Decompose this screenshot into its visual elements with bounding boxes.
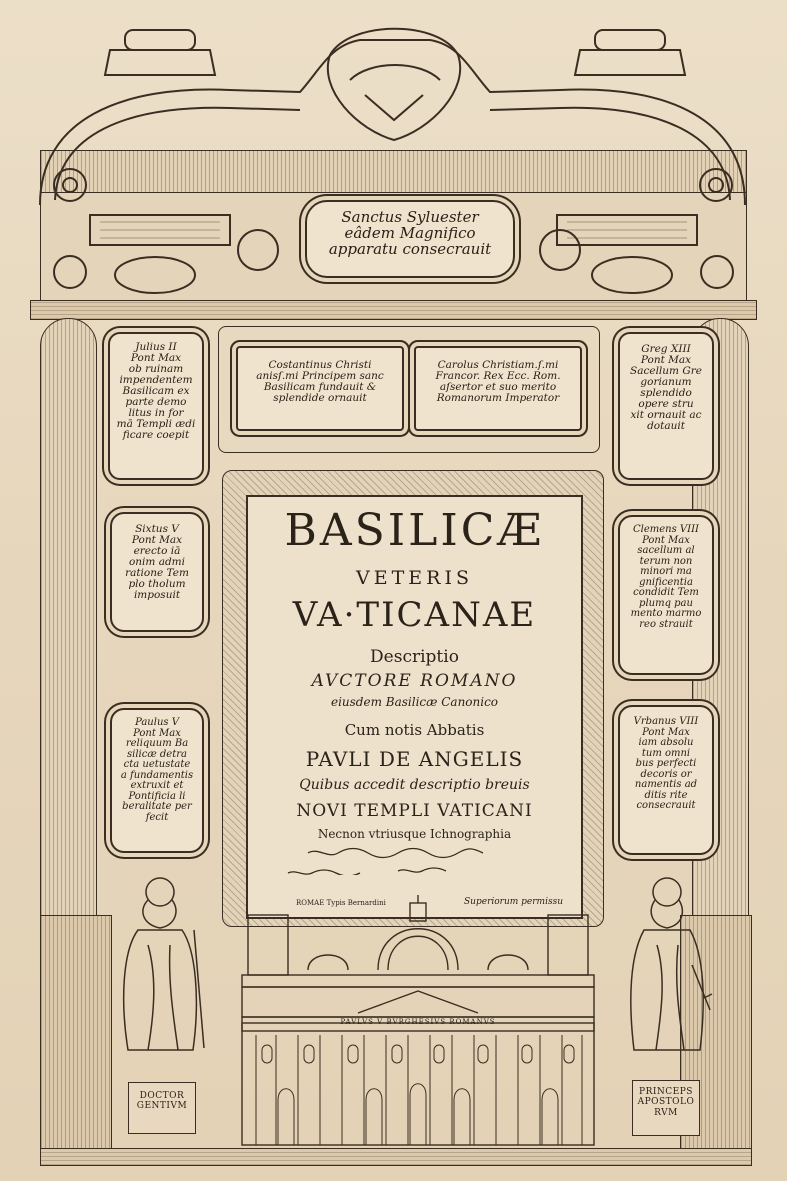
right-cartouche-clemens <box>618 515 714 675</box>
top-cartouche <box>305 200 515 278</box>
cartouche-line: ratione Tem <box>125 567 189 580</box>
banner-line: Carolus Christiam.ſ.mi <box>437 359 559 371</box>
cartouche-line: Pont Max <box>130 352 182 365</box>
cartouche-line: imposuit <box>133 589 181 602</box>
author-name: PAVLI DE ANGELIS <box>305 747 524 771</box>
title-vaticanae: VA·TICANAE <box>292 595 537 635</box>
cartouche-line: Julius II <box>135 341 177 353</box>
right-banner <box>414 346 582 431</box>
banner-line: Costantinus Christi <box>268 359 372 371</box>
cartouche-line: silicæ detra <box>127 748 187 760</box>
cartouche-line: bus perfecti <box>635 758 697 769</box>
cartouche-line: tum omni <box>641 747 691 759</box>
cartouche-line: gnificentia <box>639 576 693 588</box>
cartouche-line: a fundamentis <box>120 769 194 781</box>
cartouche-line: ditis rite <box>644 789 688 801</box>
plinth-line: GENTIVM <box>136 1101 188 1112</box>
cartouche-line: sacellum al <box>637 545 695 556</box>
cartouche-line: Vrbanus VIII <box>633 716 699 727</box>
cartouche-line: reo strauit <box>639 618 693 630</box>
cum-notis: Cum notis Abbatis <box>344 721 485 739</box>
cartouche-line: Basilicam ex <box>122 385 190 398</box>
banner-line: Basilicam fundauit & <box>263 381 377 394</box>
cartouche-line: Pont Max <box>640 354 692 367</box>
saint-paul-statue <box>108 870 218 1055</box>
cartouche-line: ob ruinam <box>128 363 184 376</box>
left-cartouche-sixtus <box>110 512 204 632</box>
title-basilicae: BASILICÆ <box>284 505 545 556</box>
plinth-line: DOCTOR <box>139 1091 185 1101</box>
cartouche-line: fecit <box>145 811 169 823</box>
cartouche-line: Paulus V <box>135 717 179 728</box>
left-banner <box>236 346 404 431</box>
cartouche-line: Pont Max <box>131 534 183 547</box>
auctore: AVCTORE ROMANO <box>311 671 518 691</box>
cartouche-line: litus in for <box>128 407 184 420</box>
top-cartouche-line: eâdem Magnifico <box>344 223 476 242</box>
banner-line: aſsertor et suo merito <box>439 381 557 394</box>
cartouche-line: decoris or <box>640 768 692 780</box>
cartouche-line: dotauit <box>647 420 685 433</box>
cartouche-line: Greg XIII <box>641 343 691 355</box>
cartouche-line: terum non <box>639 555 693 567</box>
cartouche-line: cta uetustate <box>123 759 191 770</box>
imprint-left: ROMAE Typis Bernardini <box>296 899 386 907</box>
right-cartouche-urbanus <box>618 705 714 855</box>
facade-inscription: PAVLVS V BVRGHESIVS ROMANVS <box>340 1018 496 1026</box>
banner-line: anisſ.mi Principem sanc <box>256 370 384 383</box>
cartouche-line: onim admi <box>128 556 186 569</box>
cartouche-line: impendentem <box>119 374 193 387</box>
cartouche-line: beralitate per <box>122 801 192 812</box>
quibus: Quibus accedit descriptio breuis <box>299 777 530 793</box>
cartouche-line: extruxit et <box>130 780 184 791</box>
left-plinth <box>128 1082 196 1134</box>
title-block <box>246 495 583 919</box>
left-cartouche-paulus <box>110 708 204 853</box>
cartouche-line: Clemens VIII <box>633 524 699 535</box>
cartouche-line: ficare coepit <box>122 429 190 442</box>
top-cartouche-line: Sanctus Syluester <box>341 208 479 226</box>
cartouche-line: xit ornauit ac <box>630 409 702 422</box>
cartouche-line: minori ma <box>640 566 692 577</box>
banner-line: Francor. Rex Ecc. Rom. <box>435 370 561 383</box>
novi-templi: NOVI TEMPLI VATICANI <box>296 801 533 821</box>
cartouche-line: splendido <box>640 387 692 400</box>
ground-base <box>40 1148 752 1166</box>
canonico: eiusdem Basilicæ Canonico <box>330 695 499 709</box>
saint-peter-statue <box>612 870 722 1055</box>
necnon: Necnon vtriusque Ichnographia <box>317 827 512 841</box>
cartouche-line: Sixtus V <box>135 523 179 535</box>
handwritten-annotation <box>248 835 581 875</box>
title-veteris: VETERIS <box>356 567 473 589</box>
cartouche-line: namentis ad <box>634 779 698 790</box>
cartouche-line: iam absolu <box>638 737 694 748</box>
cartouche-line: condidit Tem <box>633 587 699 598</box>
pediment-scrolls-ornament <box>0 0 787 330</box>
left-column-base <box>40 915 112 1157</box>
cartouche-line: gorianum <box>640 376 692 389</box>
cartouche-line: mā Templi ædi <box>116 418 196 431</box>
cartouche-line: reliquum Ba <box>125 738 189 749</box>
cartouche-line: erecto iā <box>133 545 181 558</box>
top-cartouche-line: apparatu consecrauit <box>328 239 492 258</box>
cartouche-line: plumq pau <box>639 597 693 609</box>
descriptio: Descriptio <box>370 647 459 667</box>
cartouche-line: Sacellum Gre <box>630 365 702 378</box>
cartouche-line: parte demo <box>125 396 187 409</box>
cartouche-line: Pont Max <box>642 534 690 546</box>
plinth-line: APOSTOLO <box>637 1097 695 1108</box>
cartouche-line: consecrauit <box>636 800 696 811</box>
cartouche-line: Pont Max <box>642 726 690 738</box>
plinth-line: PRINCEPS <box>639 1087 693 1097</box>
banner-line: Romanorum Imperator <box>436 392 560 405</box>
left-cartouche-julius <box>108 332 204 480</box>
cartouche-line: Pontificia li <box>128 790 186 802</box>
banner-line: splendide ornauit <box>273 392 367 405</box>
right-cartouche-gregory <box>618 332 714 480</box>
cartouche-line: opere stru <box>638 398 694 411</box>
cartouche-line: mento marmo <box>630 608 702 619</box>
right-plinth <box>632 1080 700 1136</box>
plinth-line: RVM <box>654 1107 678 1118</box>
imprint-right: Superiorum permissu <box>464 897 563 907</box>
left-outer-pilaster <box>40 318 97 920</box>
cartouche-line: Pont Max <box>133 727 181 739</box>
cartouche-line: plo tholum <box>128 578 186 591</box>
